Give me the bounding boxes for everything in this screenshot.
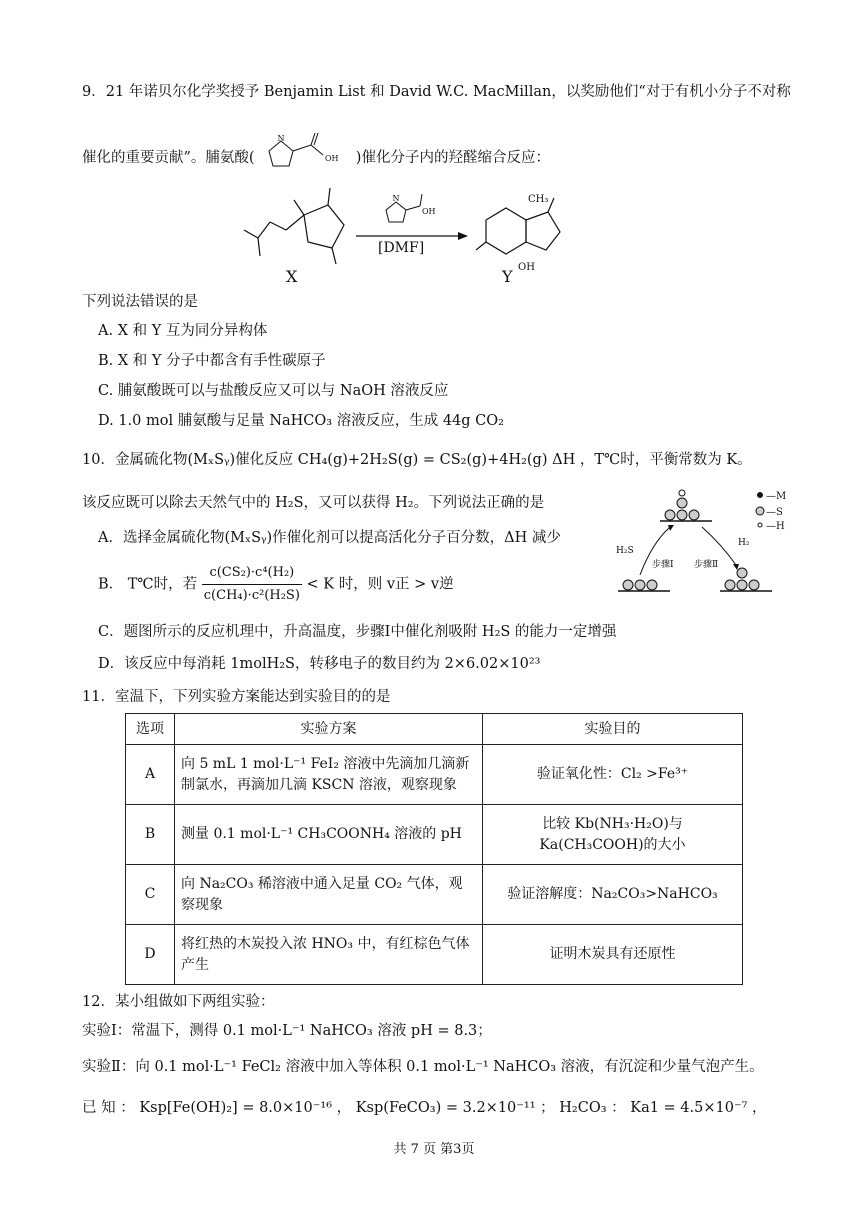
mech-step2: 步骤Ⅱ xyxy=(694,560,719,570)
q10-line1: 10．金属硫化物(MₓSᵧ)催化反应 CH₄(g)+2H₂S(g) = CS₂(g)+4H₂(g) ΔH ，T℃时，平衡常数为 K。 xyxy=(82,452,752,468)
row-scheme: 测量 0.1 mol·L⁻¹ CH₃COONH₄ 溶液的 pH xyxy=(175,805,483,865)
q10-option-b-suffix: < K 时，则 v正 > v逆 xyxy=(306,576,454,593)
y-ch3-label: CH₃ xyxy=(528,194,549,205)
q9-line2-b: )催化分子内的羟醛缩合反应： xyxy=(355,150,550,166)
q12-known-constants: 已 知 ： Ksp[Fe(OH)₂] = 8.0×10⁻¹⁶ ， Ksp(FeCO₃) = 3.2×10⁻¹¹ ； H₂CO₃ ： Ka1 = 4.5×10⁻⁷ ， xyxy=(82,1100,767,1116)
header-option: 选项 xyxy=(126,714,175,745)
q9-reaction-scheme xyxy=(236,180,626,290)
q9-option-a: A. X 和 Y 互为同分异构体 xyxy=(98,323,268,339)
proline-oh-label: OH xyxy=(325,154,339,163)
table-header-row xyxy=(126,714,743,745)
row-purpose: 验证氧化性：Cl₂ >Fe³⁺ xyxy=(483,745,743,805)
q10-option-b-prefix: B． T℃时，若 xyxy=(98,576,198,593)
q9-line2 xyxy=(82,133,550,183)
page-footer: 共 7 页 第3页 xyxy=(393,1142,475,1157)
q9-line2-a: 催化的重要贡献”。脯氨酸( xyxy=(82,150,255,166)
q10-option-a: A．选择金属硫化物(MₓSᵧ)作催化剂可以提高活化分子百分数，ΔH 减少 xyxy=(98,530,561,546)
row-scheme: 向 Na₂CO₃ 稀溶液中通入足量 CO₂ 气体，观察现象 xyxy=(175,865,483,925)
q9-option-d: D. 1.0 mol 脯氨酸与足量 NaHCO₃ 溶液反应，生成 44g CO₂ xyxy=(98,413,504,429)
table-row xyxy=(126,805,743,865)
row-purpose: 比较 Kb(NH₃·H₂O)与 Ka(CH₃COOH)的大小 xyxy=(483,805,743,865)
q10-option-b xyxy=(98,562,454,607)
header-scheme: 实验方案 xyxy=(175,714,483,745)
q10-option-b-fraction xyxy=(202,562,302,607)
proline-structure xyxy=(259,133,351,183)
table-row xyxy=(126,745,743,805)
row-scheme: 将红热的木炭投入浓 HNO₃ 中，有红棕色气体产生 xyxy=(175,925,483,985)
mech-step1: 步骤Ⅰ xyxy=(652,560,674,570)
q9-option-c: C. 脯氨酸既可以与盐酸反应又可以与 NaOH 溶液反应 xyxy=(98,383,449,399)
q12-experiment-2: 实验Ⅱ：向 0.1 mol·L⁻¹ FeCl₂ 溶液中加入等体积 0.1 mol·L⁻¹ NaHCO₃ 溶液，有沉淀和少量气泡产生。 xyxy=(82,1059,764,1075)
y-oh-label: OH xyxy=(518,262,535,273)
row-label: A xyxy=(126,745,175,805)
q12-experiment-1: 实验Ⅰ：常温下，测得 0.1 mol·L⁻¹ NaHCO₃ 溶液 pH = 8.3； xyxy=(82,1023,492,1039)
row-purpose: 验证溶解度：Na₂CO₃>NaHCO₃ xyxy=(483,865,743,925)
label-x: X xyxy=(286,267,298,286)
q10-line2: 该反应既可以除去天然气中的 H₂S，又可以获得 H₂。下列说法正确的是 xyxy=(82,495,545,511)
table-row xyxy=(126,865,743,925)
q10-option-d: D．该反应中每消耗 1molH₂S，转移电子的数目约为 2×6.02×10²³ xyxy=(98,656,541,672)
header-purpose: 实验目的 xyxy=(483,714,743,745)
legend-m: —M xyxy=(766,491,787,502)
q10-mechanism-diagram xyxy=(612,485,798,603)
solvent-label: [DMF] xyxy=(378,240,425,256)
q10-option-c: C．题图所示的反应机理中，升高温度，步骤Ⅰ中催化剂吸附 H₂S 的能力一定增强 xyxy=(98,624,617,640)
row-purpose: 证明木炭具有还原性 xyxy=(483,925,743,985)
proline-n-label: N xyxy=(277,134,285,143)
q12-intro: 12．某小组做如下两组实验： xyxy=(82,994,275,1010)
q9-question: 下列说法错误的是 xyxy=(82,294,198,310)
q10-fraction-numerator: c(CS₂)·c⁴(H₂) xyxy=(202,562,302,585)
label-y: Y xyxy=(502,267,513,286)
q11-table xyxy=(125,713,743,985)
catalyst-n-label: N xyxy=(392,194,400,203)
legend-h: —H xyxy=(766,521,785,532)
row-label: C xyxy=(126,865,175,925)
q9-option-b: B. X 和 Y 分子中都含有手性碳原子 xyxy=(98,353,326,369)
row-label: B xyxy=(126,805,175,865)
q9-intro: 9．21 年诺贝尔化学奖授予 Benjamin List 和 David W.C. MacMillan，以奖励他们“对于有机小分子不对称 xyxy=(82,84,791,100)
row-scheme: 向 5 mL 1 mol·L⁻¹ FeI₂ 溶液中先滴加几滴新制氯水，再滴加几滴 KSCN 溶液，观察现象 xyxy=(175,745,483,805)
q10-fraction-denominator: c(CH₄)·c²(H₂S) xyxy=(203,588,300,603)
q11-intro: 11．室温下，下列实验方案能达到实验目的的是 xyxy=(82,689,391,705)
mech-h2s: H₂S xyxy=(616,546,634,556)
row-label: D xyxy=(126,925,175,985)
legend-s: —S xyxy=(766,507,783,518)
catalyst-oh-label: OH xyxy=(422,207,436,216)
mech-h2: H₂ xyxy=(738,538,750,548)
table-row xyxy=(126,925,743,985)
